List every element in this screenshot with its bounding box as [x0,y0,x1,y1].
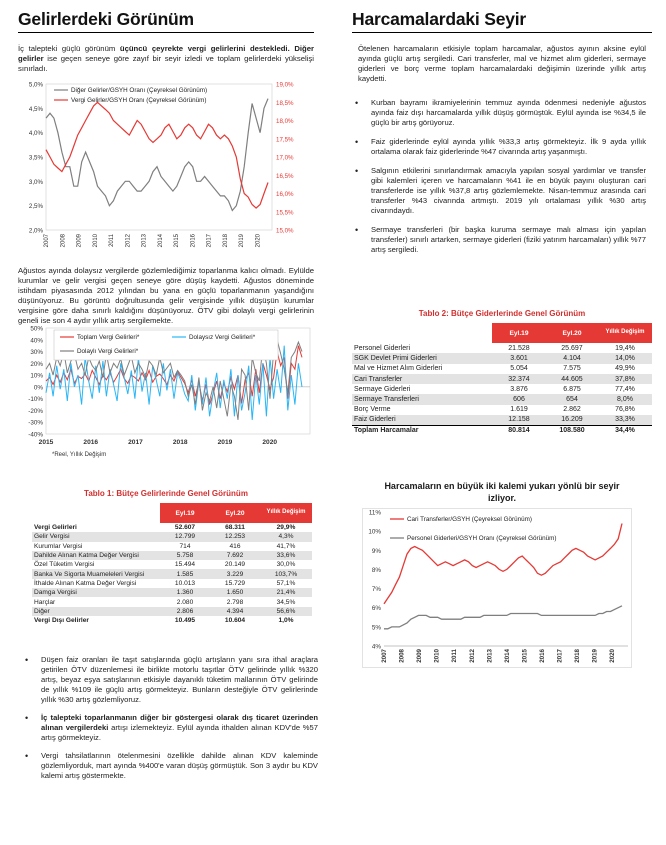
left-intro-text-2: ise geçen seneye göre zayıf bir seyir izledi ve toplam gelirlerdeki yükselişi sınırladı. [18,54,314,74]
chart1-xtick: 2008 [60,234,67,248]
chart1-xtick: 2012 [125,234,132,248]
table2-row-label: Personel Giderleri [354,344,411,352]
chart1-ytick-right: 15,5% [276,209,294,217]
table2-row-value: 654 [546,394,598,404]
table2-row-value: 32.374 [492,374,546,384]
table1-row-value: 1.650 [210,588,260,597]
chart2-note: *Reel, Yıllık Değişim [52,452,107,458]
table2-row-value: 606 [492,394,546,404]
table1-row-value: 12.253 [210,532,260,541]
chart1-ytick-right: 19,0% [276,81,294,89]
table2-row-value: 33,3% [598,415,652,425]
table1-row-value: 57,1% [276,579,296,587]
table1-header-row [32,503,312,523]
left-bullet-item [22,713,318,743]
table1-row-label: Damga Vergisi [32,588,160,597]
table1-row-value: 1,0% [278,617,294,625]
left-bullet-text: artışı izlemekteyiz. Eylül ayında ithalden alınan KDV'de %57 artış görmekteyiz. [41,723,319,742]
chart2-ytick: -10% [28,396,43,404]
chart2-ytick: 0% [33,384,43,392]
chart3-ytick: 4% [371,643,381,651]
table1-row-value: 714 [179,542,191,550]
chart3-xtick: 2020 [609,649,617,663]
table1-row [32,579,312,588]
table1-row-value: 30,0% [276,561,296,569]
right-bullet-item: • Kurban bayramı ikramiyelerinin temmuz ayında ödenmesi nedeniyle ağustos ayında faiz dışı harcamalarda yıllık düşüş görmüştük. Eylül ayında ise %34,5 ile güçlü bir artış görüyoruz. [352,98,646,128]
table2-row [352,425,652,435]
chart-expenditures-gdp [362,508,632,668]
table2-row [352,353,652,363]
table1-row-label: Harçlar [34,598,56,606]
table1-row [32,551,312,560]
table2-row-label: Borç Verme [354,406,391,414]
chart2-ytick: 10% [30,372,43,380]
table1-row [32,597,312,606]
chart-revenue-gdp-svg [14,78,314,250]
table1-row-label: Vergi Gelirleri [34,524,77,532]
table2-row-value: 7.575 [563,365,581,373]
chart3-xtick: 2016 [538,649,546,663]
table1-row [32,607,312,616]
chart1-ytick-right: 18,0% [276,118,294,125]
table2-row [352,374,652,384]
table1-row-label: Diğer [32,607,160,616]
table1-row-value: 1.360 [160,588,210,597]
table1-row-value: 10.495 [174,617,196,625]
chart3-xtick: 2015 [521,649,529,663]
chart3-ytick: 11% [368,509,381,517]
table2-row-value: 44.605 [546,374,598,384]
chart1-xtick: 2009 [76,234,83,248]
chart2-xtick: 2020 [262,439,278,446]
chart1-ytick-left: 3,5% [28,154,43,162]
chart2-legend-direct: Dolaylı Vergi Gelirleri* [77,348,139,355]
chart2-ytick: 50% [30,325,43,333]
chart1-ytick-right: 17,5% [276,136,294,144]
chart3-title-line-2: izliyor. [487,493,516,503]
chart1-ytick-right: 16,5% [276,172,294,180]
table1-row-value: 10.604 [224,617,246,625]
table1-row-value: 41,7% [276,542,296,550]
left-bullet-bold: İç talepteki toparlanmanın diğer bir göstergesi olarak dış ticaret üzerinden alınan vergilerdeki [41,713,318,732]
table1-row-value: 4,3% [260,532,312,541]
table2-row [352,394,652,404]
chart3-xtick: 2014 [503,649,511,663]
chart2-ytick: 40% [30,337,43,345]
table2-row-value: 12.158 [492,415,546,425]
chart-tax-revenues [14,324,314,482]
table1-row [32,616,312,625]
chart2-ytick: 30% [30,349,43,357]
chart1-plot-frame [46,84,272,230]
table2-row-value: 108.580 [546,425,598,435]
chart2-legend-total: Toplam Vergi Gelirleri* [77,334,140,341]
table2-header-cell: Eyl.20 [546,323,598,343]
chart-revenue-gdp [14,78,314,250]
table-budget-expenditures [352,323,652,436]
left-title-rule [18,32,314,33]
table1-row-value: 3.229 [210,569,260,578]
table1-row-label: Banka Ve Sigorta Muameleleri Vergisi [32,569,160,578]
chart1-xtick: 2015 [174,234,181,248]
table1-row-value: 10.013 [174,579,196,587]
table1-row-value: 29,9% [276,524,296,532]
chart2-legend-indirect: Dolaysız Vergi Gelirleri* [189,334,256,341]
table1-row-value: 7.692 [210,551,260,560]
table2-row [352,364,652,374]
chart2-xtick: 2015 [38,439,54,446]
chart1-xtick: 2011 [109,234,116,247]
table1-header-cell: Eyl.20 [210,503,260,523]
table1-row [32,542,312,551]
table1-header-cell: Yıllık Değişim [260,503,312,523]
chart2-ytick: -40% [28,431,43,439]
table2-row-value: 6.875 [563,385,581,393]
table2-row-value: 77,4% [615,385,635,393]
right-bullet-list [352,98,646,264]
table2-row-value: 49,9% [615,365,635,373]
chart1-legend-gray: Diğer Gelirler/GSYH Oranı (Çeyreksel Görünüm) [71,87,208,95]
chart1-legend-red: Vergi Gelirler/GSYH Oranı (Çeyreksel Görünüm) [71,97,207,105]
chart3-ytick: 10% [368,528,381,536]
chart3-xtick: 2012 [468,649,476,663]
chart3-xtick: 2008 [398,649,406,663]
chart1-xtick: 2017 [206,234,213,248]
table2-header-row [352,323,652,343]
table1-row [32,532,312,541]
chart3-title [352,480,652,504]
chart3-legend-red: Cari Transferler/GSYH (Çeyreksel Görünüm) [407,516,532,524]
table2-row-value: 5.054 [510,365,528,373]
table1-row [32,569,312,578]
chart2-ytick: -20% [28,407,43,415]
table1-row-value: 68.311 [225,524,245,532]
table1-row-value: 103,7% [260,569,312,578]
table2-row-value: 2.862 [563,406,581,414]
chart1-xtick: 2019 [239,234,246,248]
table2-row [352,343,652,353]
chart1-ytick-right: 17,0% [276,154,294,162]
left-bullet-text: Vergi tahsilatlarının ötelenmesini özellikle dahilde alınan KDV kaleminde gözlemliyorduk, mart ayında %400'e varan düşüş görmüştük. Son 3 aydır bu KDV kalemi artış göstermekte. [41,751,318,780]
left-bullet-text: Düşen faiz oranları ile taşıt satışlarında güçlü artışların yanı sıra ithal araçlara getirilen ÖTV düzenlemesi ile birlikte motorlu taşıtlar ÖTV gelirinde yıllık %320 artış, beyaz eşya satışlarının etkisiyle dayanıklı tüketim mallarının ÖTV gelirinde de yıllık %109 ile güçlü artış görmekteyiz. Bunların desteğiyle ÖTV gelirlerinde yıllık %30 artış gözlemliyoruz. [41,655,318,704]
chart3-ytick: 7% [371,586,381,594]
table2-header-cell: Yıllık Değişim [598,323,652,343]
left-intro [18,44,314,74]
left-bullet-item [22,655,318,705]
right-bullet-item: • Salgının etkilerini sınırlandırmak amacıyla yapılan sosyal yardımlar ve transfer gibi kalemleri içeren ve harcamaların %41 ile en büyük payını oluşturan cari transferlerde ise yıllık %37,8 artış gözlemlemekte. Nisan-temmuz arasında cari transferler %43 civarında artmıştı. 2019 yılı ortalaması yıllık %30 artış civarındaydı. [352,166,646,216]
left-section-title: Gelirlerdeki Görünüm [18,9,194,29]
table2-row-label: Cari Transferler [352,374,492,384]
table2-row-label: SGK Devlet Primi Giderleri [352,353,492,363]
chart2-ytick: 20% [30,360,43,368]
chart1-xtick: 2014 [157,234,164,248]
chart3-ytick: 8% [371,566,381,574]
table2-row-label: Mal ve Hizmet Alım Giderleri [354,365,443,373]
chart1-ytick-left: 2,5% [28,203,43,211]
chart3-xtick: 2017 [556,649,564,663]
table2-row-label: Faiz Giderleri [352,415,492,425]
table1-row-label: Özel Tüketim Vergisi [34,561,95,569]
chart1-series-other-revenue [46,99,268,211]
chart-expenditures-gdp-svg [362,508,632,668]
table2-row-value: 21.528 [508,344,530,352]
chart2-ytick: -30% [28,419,43,427]
chart1-xtick: 2013 [141,234,148,248]
right-section-title: Harcamalardaki Seyir [352,9,527,29]
table1-row [32,560,312,569]
table1-row-value: 15.494 [174,561,196,569]
table1-header-blank [32,503,160,523]
chart1-xtick: 2007 [44,234,50,248]
chart1-xtick: 2018 [222,234,229,248]
chart1-xtick: 2010 [92,234,99,248]
left-para-2: Ağustos ayında dolaysız vergilerde gözlemlediğimiz toparlanma kalıcı olmadı. Eylülde kurumlar ve gelir vergisi geçen seneye göre düşüş kaydetti. Ağustos döneminde istihdam piyasasında 2012 yılından bu yana en güçlü toparlanmanın yaşandığını düşünüyoruz. Bu görüntü doğrultusunda gelir vergisinde yıllık düşüşün kurumlar vergisine göre daha sınırlı kaldığını düşünüyoruz. ÖTV gibi dolaylı vergi gelirlerinin geneli ise son 4 aydır yıllık artış sergilemekte. [18,266,314,326]
table1-row-label: Kurumlar Vergisi [34,542,83,550]
table2-row-value: 3.601 [492,353,546,363]
table1-row-value: 416 [229,542,241,550]
chart2-xtick: 2016 [83,439,99,446]
table1-row [32,588,312,597]
table2-row-value: 80.814 [492,425,546,435]
left-bullet-list [22,655,318,789]
table1-row-value: 20.149 [224,561,246,569]
chart3-xtick: 2007 [381,649,388,663]
table2-row-label: Toplam Harcamalar [352,425,492,435]
table2-row-value: 3.876 [510,385,528,393]
chart1-ytick-left: 3,0% [28,178,43,186]
table1-row-label: İthalde Alınan Katma Değer Vergisi [34,579,137,587]
chart1-ytick-right: 18,5% [276,99,294,107]
table1-row-value: 52.607 [174,524,196,532]
table1-row-label: Gelir Vergisi [32,532,160,541]
table2-row-value: 1.619 [510,406,528,414]
chart1-xtick: 2016 [190,234,197,248]
table2-row [352,384,652,394]
left-intro-bold: üçüncü çeyrekte vergi gelirlerini destekledi. Diğer gelirler [18,44,314,64]
table2-title: Tablo 2: Bütçe Giderlerinde Genel Görünüm [418,309,586,318]
table2-header-blank [352,323,492,343]
table1-row-value: 34,5% [276,598,296,606]
chart3-title-line-1: Harcamaların en büyük iki kalemi yukarı yönlü bir seyir [384,481,620,491]
chart1-ytick-left: 5,0% [28,81,43,89]
chart3-outer-frame [363,509,632,668]
chart3-xtick: 2013 [486,649,494,663]
table1-row-value: 21,4% [260,588,312,597]
chart3-legend-gray: Personel Giderleri/GSYH Oranı (Çeyreksel Görünüm) [407,535,557,543]
table1-row-value: 2.798 [226,598,244,606]
right-title-rule [352,32,652,33]
table2-row-value: 14,0% [598,353,652,363]
chart1-ytick-left: 2,0% [28,227,43,235]
table1-row-value: 1.585 [160,569,210,578]
chart1-series-tax-revenue [46,102,268,208]
table1-row-value: 12.799 [160,532,210,541]
table1-title: Tablo 1: Bütçe Gelirlerinde Genel Görünüm [84,489,248,498]
chart1-xtick: 2020 [255,234,262,248]
table1-row-label: Vergi Dışı Gelirler [34,617,89,625]
chart1-ytick-right: 15,0% [276,227,294,235]
table1-header-cell: Eyl.19 [160,503,210,523]
chart3-xtick: 2009 [416,649,424,663]
table1-row-value: 2.080 [176,598,194,606]
table1-row [32,523,312,532]
chart3-xtick: 2018 [574,649,582,663]
table2-row [352,405,652,415]
chart3-ytick: 9% [371,547,381,555]
table2-row [352,415,652,425]
chart3-ytick: 6% [371,605,381,613]
right-intro: Ötelenen harcamaların etkisiyle toplam harcamalar, ağustos ayının aksine eylül ayında güçlü artış sergiledi. Cari transferler, mal ve hizmet alım giderleri, sermaye giderleri ve borç verme toplam harcamalardaki değişimin üzerinde yıllık artış kaydetti. [358,44,646,84]
chart1-ytick-left: 4,5% [28,105,43,113]
chart2-xtick: 2019 [217,439,233,446]
chart1-ytick-right: 16,0% [276,191,294,198]
chart3-xtick: 2011 [451,649,459,663]
chart2-xtick: 2017 [128,439,143,446]
chart3-ytick: 5% [371,624,381,632]
chart3-xtick: 2019 [591,649,599,663]
chart3-series-personnel [384,606,622,629]
chart1-ytick-left: 4,0% [28,130,43,138]
left-intro-text-1: İç talepteki güçlü görünüm [18,44,120,53]
table1-row-value: 33,6% [260,551,312,560]
table2-row-value: 4.104 [546,353,598,363]
table-budget-revenues [32,503,312,625]
table1-row-value: 15.729 [224,579,246,587]
table2-header-cell: Eyl.19 [492,323,546,343]
right-bullet-item: • Sermaye transferleri (bir başka kuruma sermaye malı alması için yapılan transferler) sınırlı artarken, sermaye giderleri (fiziki yatırım harcamaları) yıllık %77 artış sergiledi. [352,225,646,255]
table2-row-label: Sermaye Giderleri [354,385,411,393]
table2-row-value: 16.209 [546,415,598,425]
table2-row-value: 34,4% [598,425,652,435]
right-bullet-item: • Faiz giderlerinde eylül ayında yıllık %33,3 artış görmekteyiz. İlk 9 ayda yıllık ortalama olarak faiz giderlerinde %47 civarında artış yaşanmıştı. [352,137,646,157]
chart-tax-revenues-svg [14,324,314,482]
left-bullet-item [22,751,318,781]
chart3-xtick: 2010 [433,649,441,663]
table1-row-value: 2.806 [160,607,210,616]
table1-row-value: 4.394 [210,607,260,616]
table2-row-value: 76,8% [615,406,635,414]
table2-row-value: 37,8% [598,374,652,384]
chart2-xtick: 2018 [172,439,188,446]
table1-row-value: 5.758 [160,551,210,560]
table1-row-label: Dahilde Alınan Katma Değer Vergisi [32,551,160,560]
table2-row-label: Sermaye Transferleri [352,394,492,404]
table2-row-value: 8,0% [598,394,652,404]
table2-row-value: 19,4% [615,344,635,352]
table1-row-value: 56,6% [260,607,312,616]
table2-row-value: 25.697 [561,344,583,352]
